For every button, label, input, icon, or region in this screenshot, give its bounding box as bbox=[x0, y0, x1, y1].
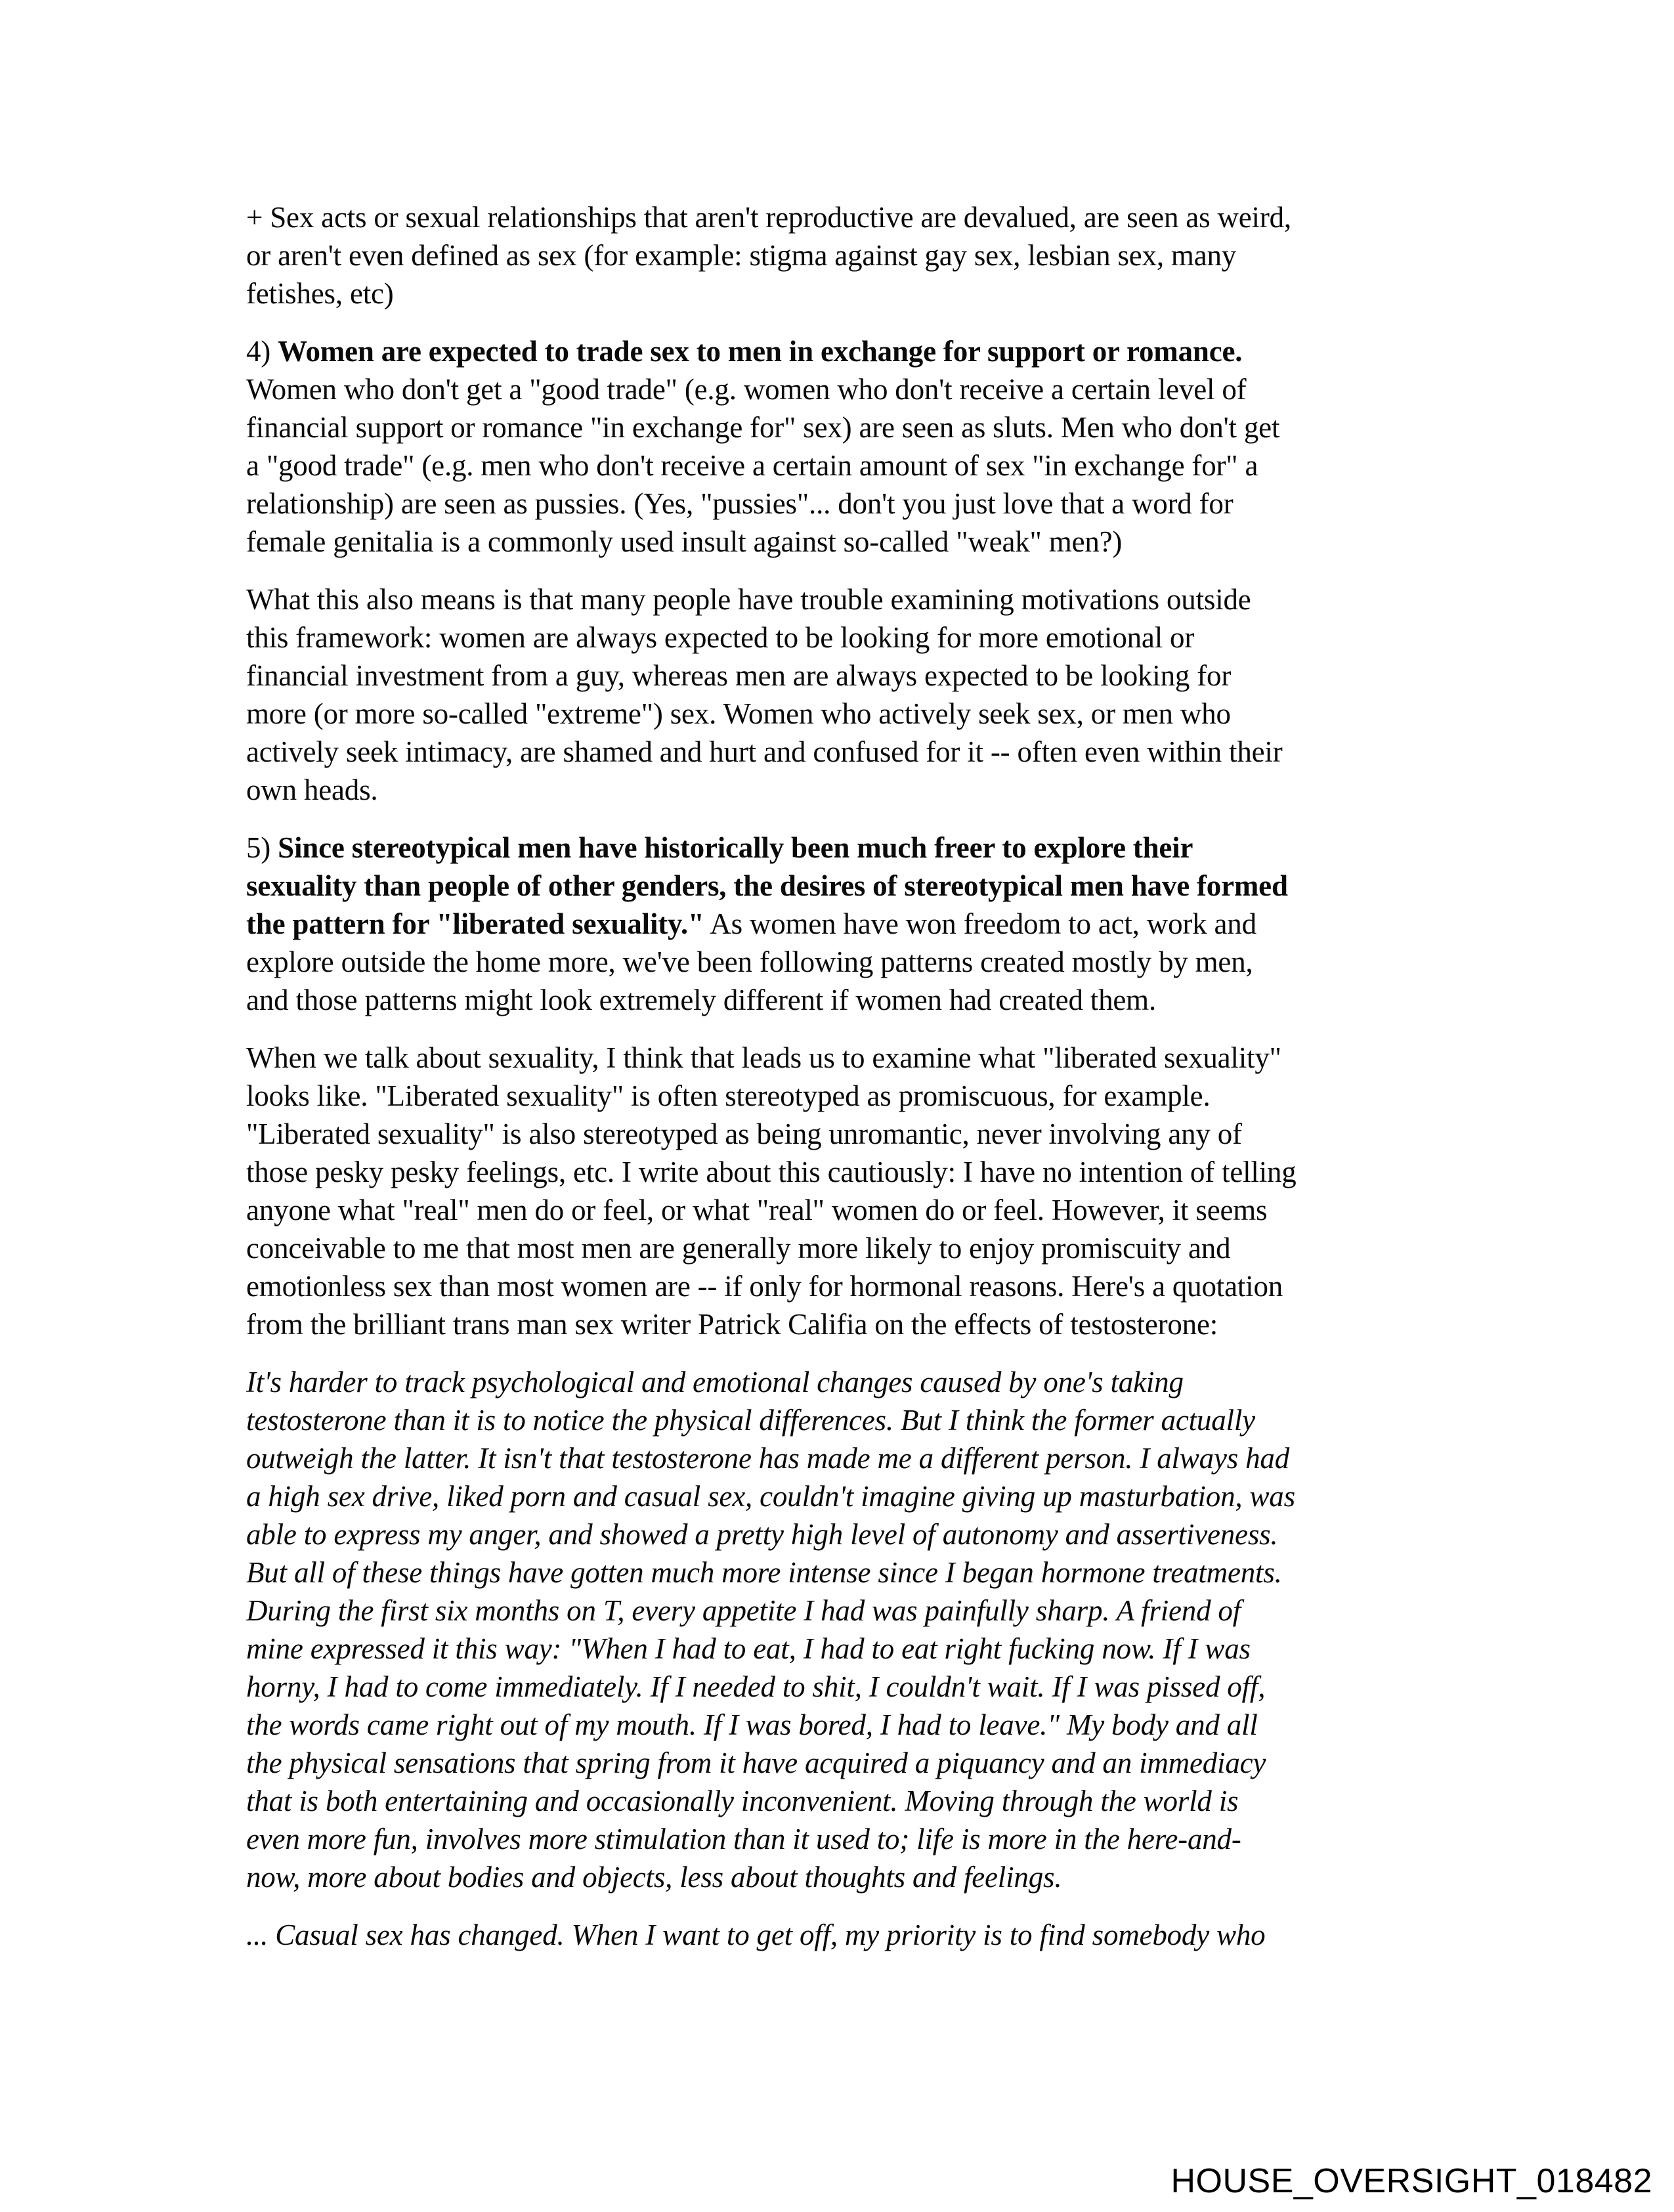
text-line bbox=[246, 1630, 1493, 1668]
text-run: When we talk about sexuality, I think that leads us to examine what "liberated sexuality" bbox=[246, 1041, 1281, 1074]
text-line bbox=[246, 695, 1493, 733]
text-line bbox=[246, 446, 1493, 485]
text-line bbox=[246, 1363, 1493, 1401]
text-line bbox=[246, 1553, 1493, 1592]
text-line bbox=[246, 829, 1493, 867]
text-run: ... Casual sex has changed. When I want to get off, my priority is to find somebody who bbox=[246, 1919, 1266, 1951]
text-line bbox=[246, 1115, 1493, 1153]
text-run: that is both entertaining and occasionally inconvenient. Moving through the world is bbox=[246, 1785, 1239, 1817]
text-line bbox=[246, 1439, 1493, 1477]
point-5-paragraph bbox=[246, 829, 1493, 1019]
text-line bbox=[246, 618, 1493, 657]
text-line bbox=[246, 981, 1493, 1019]
text-line bbox=[246, 1229, 1493, 1267]
text-line bbox=[246, 1515, 1493, 1553]
text-run: 4) bbox=[246, 335, 278, 368]
text-line bbox=[246, 332, 1493, 370]
text-line bbox=[246, 274, 1493, 313]
document-body bbox=[246, 198, 1493, 1974]
text-run: and those patterns might look extremely different if women had created them. bbox=[246, 984, 1157, 1016]
text-run: explore outside the home more, we've been following patterns created mostly by men, bbox=[246, 945, 1253, 978]
text-run: own heads. bbox=[246, 773, 378, 806]
text-run: What this also means is that many people have trouble examining motivations outside bbox=[246, 583, 1251, 616]
text-run: But all of these things have gotten much more intense since I began hormone treatments. bbox=[246, 1556, 1282, 1589]
liberated-sexuality-paragraph bbox=[246, 1039, 1493, 1343]
bold-text-run: sexuality than people of other genders, the desires of stereotypical men have formed bbox=[246, 869, 1288, 902]
text-run: more (or more so-called "extreme") sex. Women who actively seek sex, or men who bbox=[246, 697, 1231, 730]
text-line bbox=[246, 1592, 1493, 1630]
text-run: this framework: women are always expected to be looking for more emotional or bbox=[246, 621, 1195, 654]
text-run: actively seek intimacy, are shamed and hurt and confused for it -- often even within their bbox=[246, 735, 1283, 768]
text-run: + Sex acts or sexual relationships that aren't reproductive are devalued, are seen as weird, bbox=[246, 201, 1291, 234]
text-line bbox=[246, 1782, 1493, 1820]
text-run: female genitalia is a commonly used insult against so-called "weak" men?) bbox=[246, 525, 1123, 558]
point-4-paragraph bbox=[246, 332, 1493, 561]
text-run: even more fun, involves more stimulation than it used to; life is more in the here-and- bbox=[246, 1823, 1241, 1855]
text-line bbox=[246, 771, 1493, 809]
califia-quote-paragraph bbox=[246, 1363, 1493, 1896]
text-line bbox=[246, 370, 1493, 408]
text-run: the physical sensations that spring from it have acquired a piquancy and an immediacy bbox=[246, 1746, 1266, 1779]
text-run: those pesky pesky feelings, etc. I write about this cautiously: I have no intention of telling bbox=[246, 1156, 1297, 1188]
text-line bbox=[246, 198, 1493, 236]
text-line bbox=[246, 1153, 1493, 1191]
text-line bbox=[246, 905, 1493, 943]
text-run: looks like. "Liberated sexuality" is often stereotyped as promiscuous, for example. bbox=[246, 1079, 1211, 1112]
text-line bbox=[246, 1858, 1493, 1896]
text-run: fetishes, etc) bbox=[246, 277, 394, 310]
text-run: It's harder to track psychological and emotional changes caused by one's taking bbox=[246, 1366, 1184, 1399]
text-line bbox=[246, 408, 1493, 446]
text-run: horny, I had to come immediately. If I needed to shit, I couldn't wait. If I was pissed off, bbox=[246, 1670, 1266, 1703]
text-line bbox=[246, 1267, 1493, 1305]
text-run: outweigh the latter. It isn't that testosterone has made me a different person. I always had bbox=[246, 1442, 1289, 1475]
text-run: now, more about bodies and objects, less about thoughts and feelings. bbox=[246, 1861, 1062, 1894]
bates-stamp: HOUSE_OVERSIGHT_018482 bbox=[1170, 2162, 1652, 2200]
text-run: from the brilliant trans man sex writer Patrick Califia on the effects of testosterone: bbox=[246, 1308, 1218, 1341]
text-line bbox=[246, 943, 1493, 981]
text-line bbox=[246, 523, 1493, 561]
text-run: As women have won freedom to act, work and bbox=[704, 907, 1256, 940]
casual-sex-quote-paragraph bbox=[246, 1916, 1493, 1954]
text-run: testosterone than it is to notice the physical differences. But I think the former actually bbox=[246, 1404, 1255, 1437]
text-run: relationship) are seen as pussies. (Yes, "pussies"... don't you just love that a word for bbox=[246, 487, 1234, 520]
intro-bullet-paragraph bbox=[246, 198, 1493, 313]
text-line bbox=[246, 1191, 1493, 1229]
text-line bbox=[246, 657, 1493, 695]
text-run: Women who don't get a "good trade" (e.g. women who don't receive a certain level of bbox=[246, 373, 1247, 406]
text-line bbox=[246, 1077, 1493, 1115]
text-line bbox=[246, 1305, 1493, 1343]
bold-text-run: the pattern for "liberated sexuality." bbox=[246, 907, 704, 940]
text-line bbox=[246, 867, 1493, 905]
text-run: "Liberated sexuality" is also stereotyped as being unromantic, never involving any of bbox=[246, 1117, 1242, 1150]
text-line bbox=[246, 1744, 1493, 1782]
text-run: conceivable to me that most men are generally more likely to enjoy promiscuity and bbox=[246, 1232, 1231, 1265]
text-run: able to express my anger, and showed a pretty high level of autonomy and assertiveness. bbox=[246, 1518, 1278, 1551]
bold-text-run: Women are expected to trade sex to men in exchange for support or romance. bbox=[278, 335, 1243, 368]
framework-discussion-paragraph bbox=[246, 580, 1493, 809]
text-line bbox=[246, 580, 1493, 618]
text-run: financial investment from a guy, whereas men are always expected to be looking for bbox=[246, 659, 1232, 692]
text-line bbox=[246, 1820, 1493, 1858]
text-run: or aren't even defined as sex (for example: stigma against gay sex, lesbian sex, many bbox=[246, 239, 1237, 272]
text-run: mine expressed it this way: "When I had to eat, I had to eat right fucking now. If I was bbox=[246, 1632, 1251, 1665]
text-run: 5) bbox=[246, 831, 278, 864]
text-line bbox=[246, 236, 1493, 274]
text-line bbox=[246, 1039, 1493, 1077]
text-run: the words came right out of my mouth. If I was bored, I had to leave." My body and all bbox=[246, 1708, 1258, 1741]
text-line bbox=[246, 1477, 1493, 1515]
text-line bbox=[246, 1706, 1493, 1744]
text-run: financial support or romance "in exchange for" sex) are seen as sluts. Men who don't get bbox=[246, 411, 1280, 444]
text-line bbox=[246, 1401, 1493, 1439]
bold-text-run: Since stereotypical men have historically been much freer to explore their bbox=[278, 831, 1193, 864]
text-run: emotionless sex than most women are -- if only for hormonal reasons. Here's a quotation bbox=[246, 1270, 1283, 1303]
text-run: anyone what "real" men do or feel, or what "real" women do or feel. However, it seems bbox=[246, 1194, 1268, 1226]
text-run: a high sex drive, liked porn and casual sex, couldn't imagine giving up masturbation, was bbox=[246, 1480, 1295, 1513]
text-run: During the first six months on T, every appetite I had was painfully sharp. A friend of bbox=[246, 1594, 1241, 1627]
text-line bbox=[246, 733, 1493, 771]
text-line bbox=[246, 1668, 1493, 1706]
text-line bbox=[246, 1916, 1493, 1954]
text-line bbox=[246, 485, 1493, 523]
text-run: a "good trade" (e.g. men who don't receive a certain amount of sex "in exchange for" a bbox=[246, 449, 1258, 482]
